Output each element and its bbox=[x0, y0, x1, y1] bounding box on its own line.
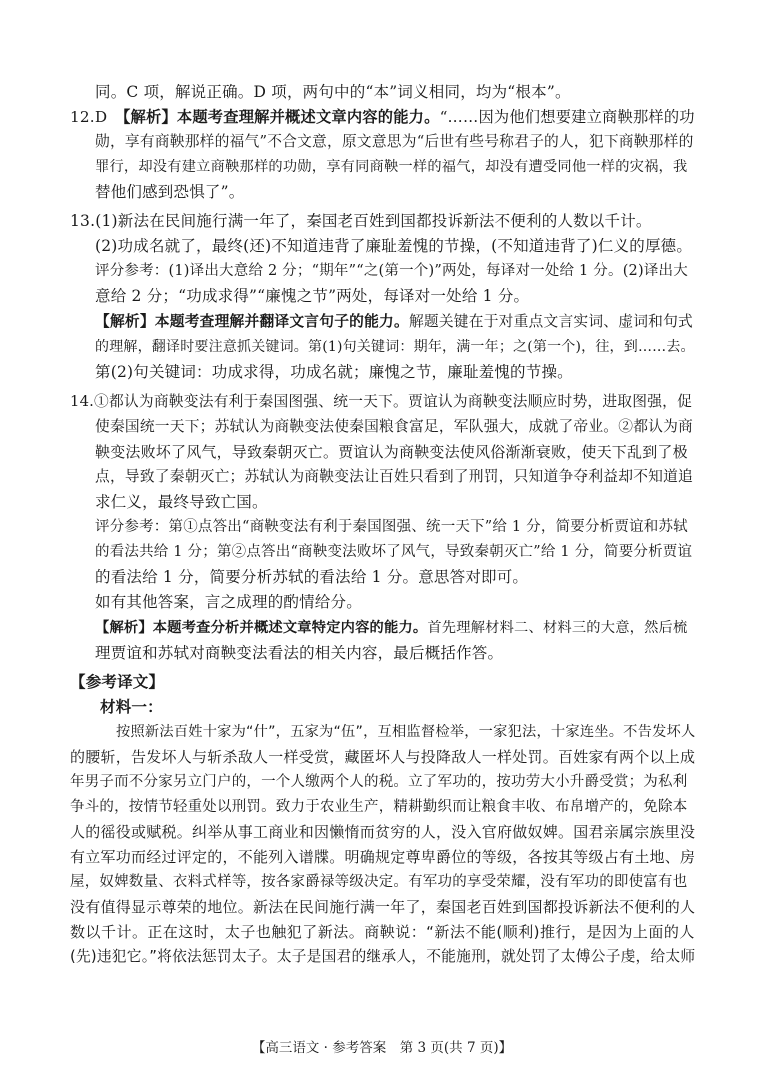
text-line bbox=[95, 285, 529, 307]
body-text: 按照新法百姓十家为“什”，五家为“伍”，互相监督检举，一家犯法，十家连坐。不告发坏人 bbox=[116, 724, 696, 740]
body-text: 的看法共给 1 分；第②点答出“商鞅变法败坏了风气，导致秦朝灭亡”给 1 分，简要分析贾谊 bbox=[95, 544, 693, 560]
body-text: 使秦国统一天下；苏轼认为商鞅变法使秦国粮食富足，军队强大，成就了帝业。②都认为商 bbox=[95, 418, 693, 435]
body-text: 第(2)句关键词：功成求得，功成名就；廉愧之节，廉耻羞愧的节操。 bbox=[95, 363, 573, 381]
body-text: 鞅变法败坏了风气，导致秦朝灭亡。贾谊认为商鞅变法使风俗渐渐衰败，使天下乱到了极 bbox=[95, 443, 688, 461]
text-line bbox=[95, 441, 688, 463]
body-text: 屋，奴婢数量、衣料式样等，按各家爵禄等级决定。有军功的享受荣耀，没有军功的即使富有也 bbox=[70, 874, 688, 890]
body-text: 争斗的，按情节轻重处以刑罚。致力于农业生产，精耕勤织而让粮食丰收、布帛增产的，免除本 bbox=[70, 799, 688, 815]
body-text: 有立军功而经过评定的，不能列入谱牒。明确规定尊卑爵位的等级，各按其等级占有土地、房 bbox=[70, 848, 696, 866]
body-text: 解题关键在于对重点文言实词、虚词和句式 bbox=[408, 313, 694, 330]
text-line bbox=[70, 946, 695, 968]
text-line bbox=[95, 491, 268, 513]
text-line bbox=[95, 591, 362, 613]
body-text: 人的徭役或赋税。纠举从事工商业和因懒惰而贫穷的人，没入官府做奴婢。国君亲属宗族里没 bbox=[70, 823, 696, 841]
text-line bbox=[95, 466, 693, 488]
body-text: 评分参考：第①点答出“商鞅变法有利于秦国图强、统一天下”给 1 分，简要分析贾谊和苏轼 bbox=[95, 519, 688, 535]
bold-heading-text: 材料一： bbox=[100, 697, 163, 716]
text-line bbox=[95, 617, 687, 639]
text-line bbox=[95, 361, 573, 383]
text-line bbox=[70, 871, 687, 893]
text-line bbox=[95, 566, 528, 588]
page-footer: 【高三语文 · 参考答案 第 3 页(共 7 页)】 bbox=[251, 1040, 513, 1056]
body-text: 评分参考：(1)译出大意给 2 分；“期年”“之(第一个)”两处，每译对一处给 1 分。(2)译出大 bbox=[95, 263, 688, 279]
text-line bbox=[70, 896, 695, 918]
body-text: 勋，享有商鞅那样的福气”不合文意，原文意思为“后世有些号称君子的人，犯下商鞅那样的 bbox=[95, 133, 694, 150]
text-line bbox=[95, 416, 693, 438]
text-line bbox=[116, 721, 695, 743]
bold-heading-text: 【解析】本题考查理解并概述文章内容的能力。 bbox=[122, 108, 440, 126]
text-line bbox=[70, 821, 695, 843]
text-line bbox=[95, 131, 694, 153]
body-text: (先)违犯它。”将依法惩罚太子。太子是国君的继承人，不能施刑，就处罚了太傅公子虔，给太师 bbox=[70, 948, 696, 965]
text-line bbox=[70, 210, 652, 232]
text-line bbox=[95, 336, 695, 358]
text-line bbox=[95, 181, 244, 203]
text-line bbox=[95, 516, 688, 538]
body-text: 的腰斩，告发坏人与斩杀敌人一样受赏，藏匿坏人与投降敌人一样处罚。百姓家有两个以上成 bbox=[70, 748, 696, 766]
body-text: 点，导致了秦朝灭亡；苏轼认为商鞅变法让百姓只看到了刑罚，只知道争夺利益却不知道追 bbox=[95, 468, 693, 485]
body-text: 如有其他答案，言之成理的酌情给分。 bbox=[95, 593, 362, 611]
text-line bbox=[70, 671, 164, 693]
body-text: “……因为他们想要建立商鞅那样的功 bbox=[439, 108, 695, 126]
text-line bbox=[70, 746, 695, 768]
body-text: 12.D bbox=[70, 108, 123, 126]
text-line bbox=[95, 642, 503, 664]
text-line bbox=[100, 696, 163, 718]
body-text: 同。C 项，解说正确。D 项，两句中的“本”词义相同，均为“根本”。 bbox=[95, 83, 571, 101]
text-line bbox=[70, 106, 695, 128]
body-text: 替他们感到恐惧了”。 bbox=[95, 183, 245, 201]
body-text: 的理解，翻译时要注意抓关键词。第(1)句关键词：期年，满一年；之(第一个)，往，到……去。 bbox=[95, 339, 695, 355]
body-text: 的看法给 1 分，简要分析苏轼的看法给 1 分。意思答对即可。 bbox=[95, 568, 529, 586]
body-text: 13.(1)新法在民间施行满一年了，秦国老百姓到国都投诉新法不便利的人数以千计。 bbox=[70, 212, 652, 230]
body-text: 意给 2 分；“功成求得”“廉愧之节”两处，每译对一处给 1 分。 bbox=[95, 287, 530, 305]
body-text: 年男子而不分家另立门户的，一个人缴两个人的税。立了军功的，按功劳大小升爵受赏；为私利 bbox=[70, 774, 688, 790]
text-line bbox=[70, 771, 687, 793]
text-line bbox=[95, 235, 692, 257]
body-text: 罪行，却没有建立商鞅那样的功勋，享有同商鞅一样的福气，却没有遭受同他一样的灾祸，我 bbox=[95, 159, 688, 175]
text-line bbox=[95, 260, 688, 282]
text-line bbox=[95, 311, 693, 333]
body-text: 首先理解材料二、材料三的大意，然后梳 bbox=[427, 620, 688, 636]
text-line bbox=[70, 796, 687, 818]
text-line bbox=[95, 81, 571, 103]
text-line bbox=[95, 156, 687, 178]
bold-heading-text: 【参考译文】 bbox=[70, 672, 165, 691]
body-text: 没有值得显示尊荣的地位。新法在民间施行满一年了，秦国老百姓到国都投诉新法不便利的人 bbox=[70, 898, 696, 916]
body-text: 数以千计。正在这时，太子也触犯了新法。商鞅说：“新法不能(顺利)推行，是因为上面的人 bbox=[70, 923, 695, 941]
text-line bbox=[70, 921, 695, 943]
text-line bbox=[70, 391, 692, 413]
bold-heading-text: 【解析】本题考查理解并翻译文言句子的能力。 bbox=[95, 313, 409, 330]
text-line bbox=[70, 846, 695, 868]
body-text: 理贾谊和苏轼对商鞅变法看法的相关内容，最后概括作答。 bbox=[95, 644, 504, 662]
body-text: 求仁义，最终导致亡国。 bbox=[95, 493, 268, 511]
body-text: (2)功成名就了，最终(还)不知道违背了廉耻羞愧的节操，(不知道违背了)仁义的厚德。 bbox=[95, 237, 693, 255]
bold-heading-text: 【解析】本题考查分析并概述文章特定内容的能力。 bbox=[95, 620, 428, 636]
body-text: 14.①都认为商鞅变法有利于秦国图强、统一天下。贾谊认为商鞅变法顺应时势，进取图强，促 bbox=[70, 393, 693, 410]
text-line bbox=[95, 541, 692, 563]
